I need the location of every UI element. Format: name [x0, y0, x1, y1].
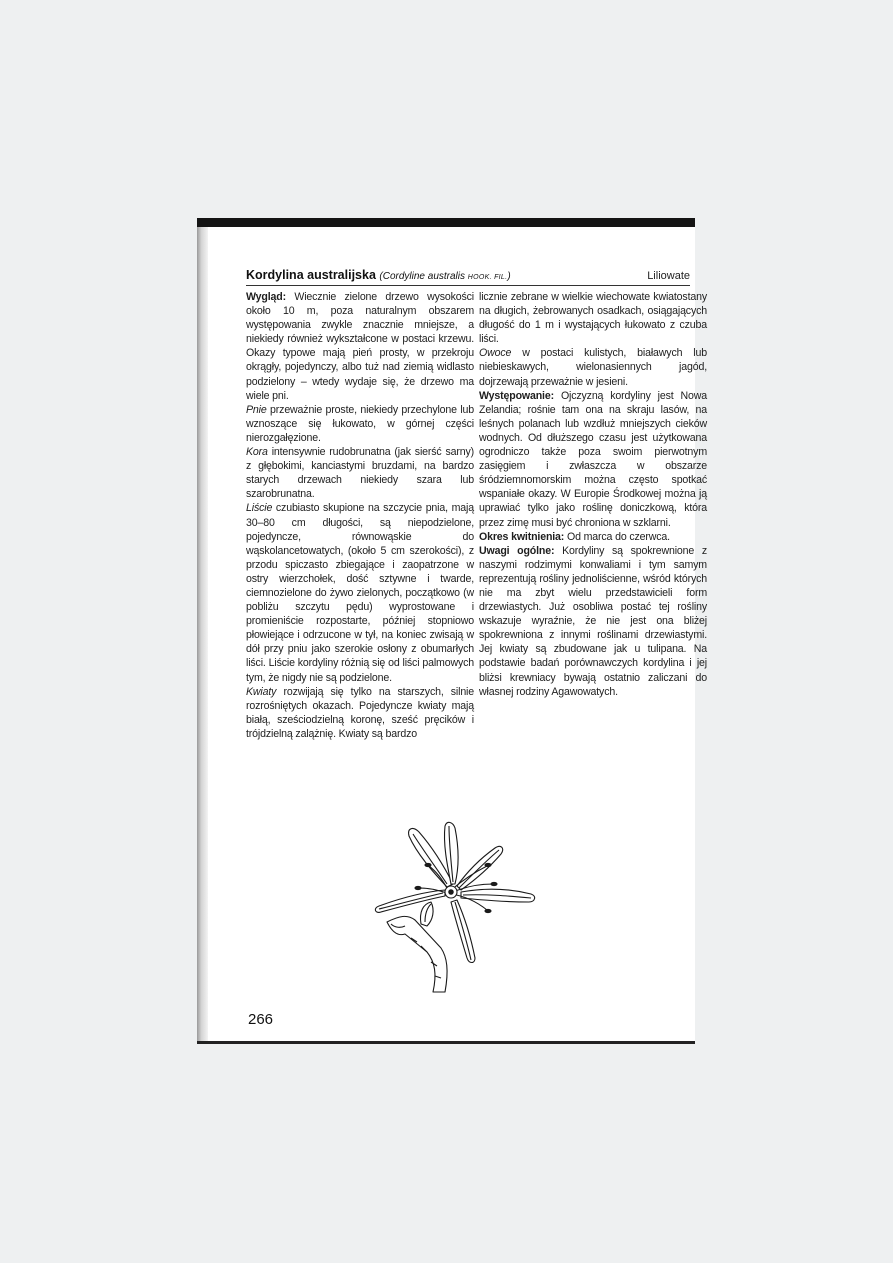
author-abbrev: HOOK. FIL.: [467, 274, 508, 281]
page-number: 266: [248, 1011, 274, 1028]
text-column-right: [479, 290, 707, 699]
flower-illustration: [347, 792, 547, 1002]
paragraph-bark: Kora intensywnie rudobrunatna (jak sierść sarny) z głębokimi, kanciastymi bruzdami, na bardzo starych drzewach niekiedy szara lub szarobrunatna.: [246, 446, 474, 501]
paragraph-flowers-cont: licznie zebrane w wielkie wiechowate kwiatostany na długich, żebrowanych osadkach, osiągających długość do 1 m i wystających łukowato z czuba liści.: [479, 291, 707, 346]
paragraph-general-notes: Uwagi ogólne: Kordyliny są spokrewnione z naszymi rodzimymi konwaliami i tym samym reprezentują rośliny jednoliścienne, wśród których nie ma zbyt wielu przedstawicieli form drzewiastych. Już osobliwa postać tej rośliny wskazuje wyraźnie, że nie jest ona bliżej spokrewniona z innymi roślinami drzewiastymi. Jej kwiaty są zbudowane jak u tulipana. Na podstawie badań porównawczych kordylina i jej bliżsi krewniacy bywają ostatnio zaliczani do własnej rodziny Agawowatych.: [479, 544, 707, 698]
paragraph-flowering-period: Okres kwitnienia: Od marca do czerwca.: [479, 530, 670, 543]
page-binding-shadow: [197, 227, 208, 1041]
plant-family: Liliowate: [647, 270, 690, 282]
paragraph-appearance: Wygląd: Wiecznie zielone drzewo wysokości około 10 m, poza naturalnym obszarem występowania zwykle znacznie mniejsze, a niekiedy również wykształcone w postaci krzewu. Okazy typowe mają pień prosty, w przekroju okrągły, pojedynczy, albo tuż nad ziemią widlasto podzielony – wtedy wydaje się, że drzewo ma wiele pni.: [246, 291, 474, 402]
paragraph-flowers: Kwiaty rozwijają się tylko na starszych, silnie rozrośniętych okazach. Pojedyncze kwiaty mają białą, sześciodzielną koronę, sześć pręcików i trójdzielną zalążnię. Kwiaty są bardzo: [246, 685, 475, 740]
page-header: [246, 267, 690, 286]
text-column-left: [246, 290, 474, 741]
paragraph-occurrence: Występowanie: Ojczyzną kordyliny jest Nowa Zelandia; rośnie tam ona na skraju lasów, na leśnych polanach lub wzdłuż mniejszych cieków wodnych. Od dłuższego czasu jest użytkowana ogrodniczo także poza swoim pierwotnym zasięgiem i zwłaszcza w obszarze śródziemnomorskim można często spotkać wspaniałe okazy. W Europie Środkowej można ją uprawiać tylko jako roślinę doniczkową, która przez zimę musi być chroniona w szklarni.: [479, 389, 707, 529]
book-page: [197, 218, 707, 1044]
paragraph-fruits: Owoce w postaci kulistych, białawych lub niebieskawych, wielonasiennych jagód, dojrzewają przeważnie w jesieni.: [479, 347, 707, 388]
species-title: [246, 268, 511, 282]
paragraph-leaves: Liście czubiasto skupione na szczycie pnia, mają 30–80 cm długości, są niepodzielone, pojedyncze, równowąskie do wąskolancetowatych, (około 5 cm szerokości), z przodu spiczasto zbiegające i zaopatrzone w ostry wierzchołek, dość sztywne i twarde, ciemnozielone do żywo zielonych, początkowo (w pobliżu szczytu pędu) wyprostowane i promieniście rozpostarte, później stopniowo płowiejące i odrzucone w tył, na koniec zwisają w dół przy pniu jako szerokie osłony z obumarłych liści. Liście kordyliny różnią się od liści palmowych tym, że nigdy nie są podzielone.: [246, 502, 474, 684]
latin-name: (Cordyline australis HOOK. FIL.): [379, 271, 511, 282]
common-name: Kordylina australijska: [246, 268, 376, 282]
paragraph-trunks: Pnie przeważnie proste, niekiedy przechylone lub wznoszące się łukowato, w górnej części nierozgałęzione.: [246, 403, 475, 444]
